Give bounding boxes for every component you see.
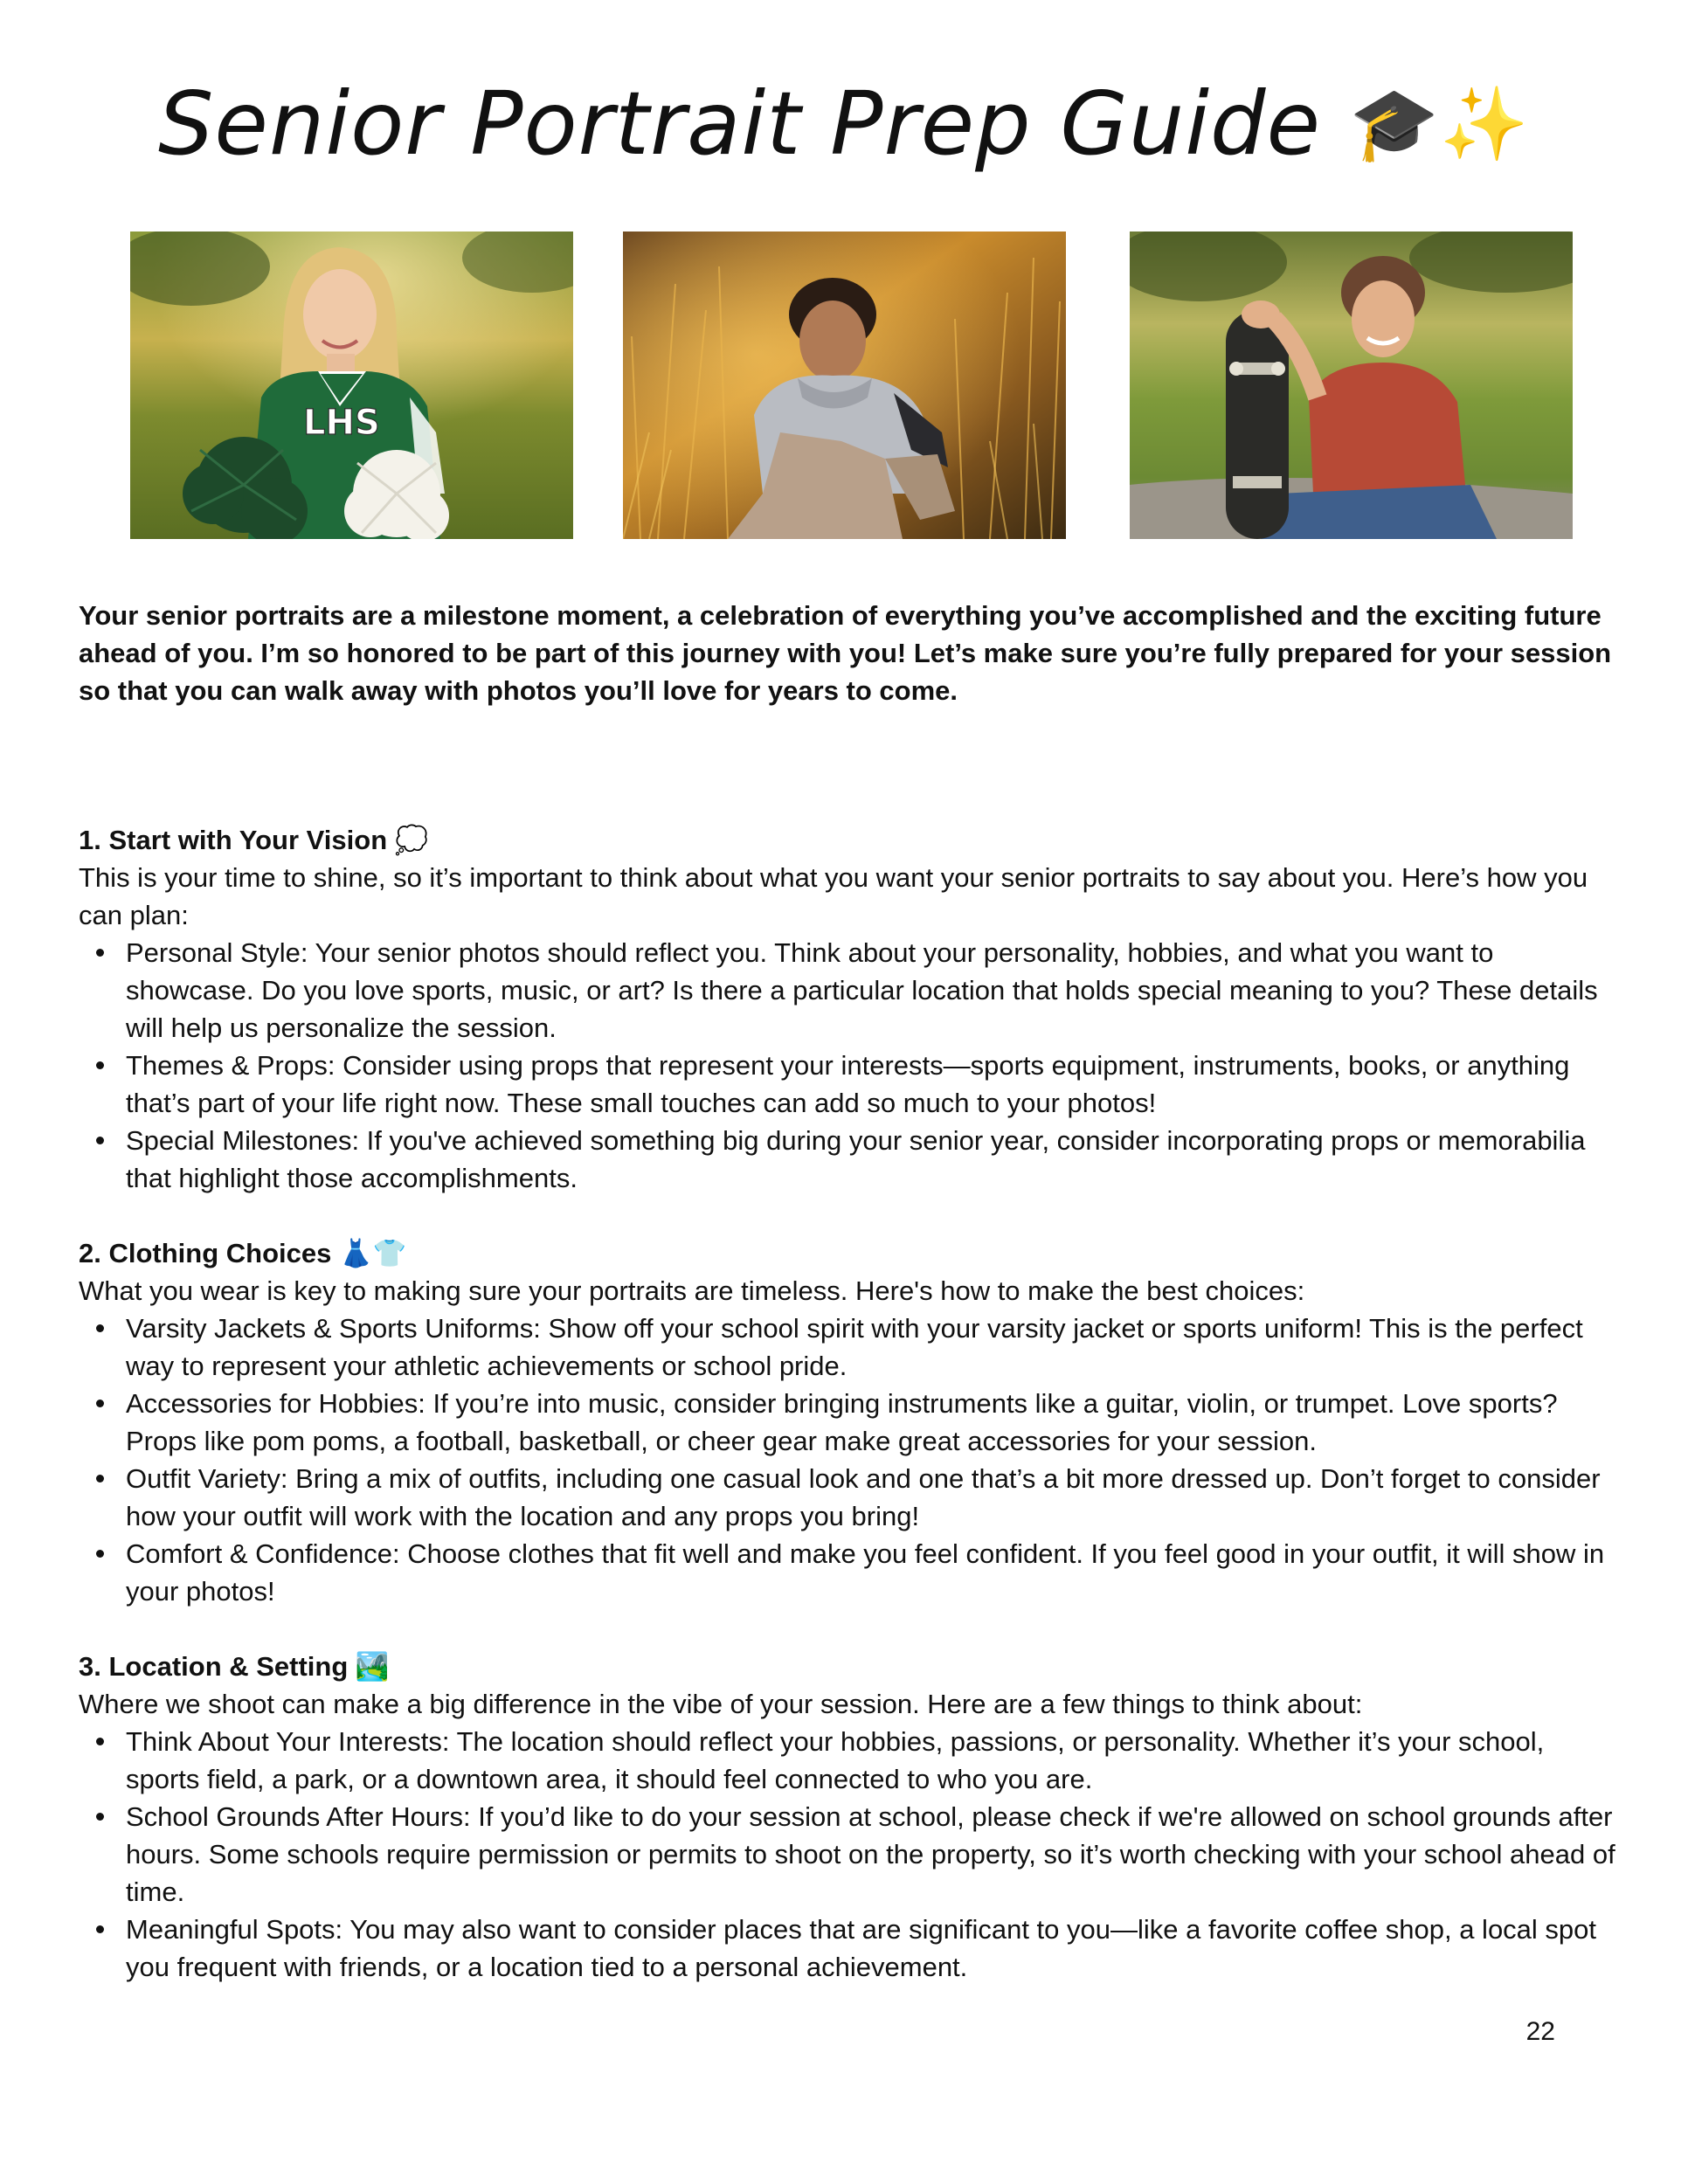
clothing-icon: 👗👕 bbox=[338, 1238, 407, 1268]
bullet-list bbox=[79, 1310, 1616, 1610]
cheerleader-photo bbox=[130, 232, 573, 539]
title-emoji: 🎓✨ bbox=[1349, 83, 1531, 166]
section-heading-text: 1. Start with Your Vision bbox=[79, 825, 388, 855]
list-item: Accessories for Hobbies: If you’re into music, consider bringing instruments like a guitar, violin, or trumpet. Love sports? Props like pom poms, a football, basketball, or cheer gear make great accessories for your session. bbox=[126, 1385, 1616, 1460]
guide-content bbox=[79, 821, 1616, 2023]
list-item: Special Milestones: If you've achieved something big during your senior year, consider incorporating props or memorabilia that highlight those accomplishments. bbox=[126, 1122, 1616, 1197]
list-item: Varsity Jackets & Sports Uniforms: Show off your school spirit with your varsity jacket or sports uniform! This is the perfect way to represent your athletic achievements or school pride. bbox=[126, 1310, 1616, 1385]
bullet-list bbox=[79, 934, 1616, 1197]
section-heading bbox=[79, 821, 1616, 859]
title-text: Senior Portrait Prep Guide bbox=[157, 73, 1322, 175]
section-location bbox=[79, 1648, 1616, 1986]
section-lead: Where we shoot can make a big difference in the vibe of your session. Here are a few things to think about: bbox=[79, 1689, 1363, 1719]
section-heading bbox=[79, 1648, 1616, 1685]
skateboard-photo bbox=[1130, 232, 1573, 539]
list-item: Comfort & Confidence: Choose clothes that fit well and make you feel confident. If you feel good in your outfit, it will show in your photos! bbox=[126, 1535, 1616, 1610]
list-item: School Grounds After Hours: If you’d like to do your session at school, please check if we're allowed on school grounds after hours. Some schools require permission or permits to shoot on the property, so it’s worth checking with your school ahead of time. bbox=[126, 1798, 1616, 1911]
section-lead: What you wear is key to making sure your portraits are timeless. Here's how to make the best choices: bbox=[79, 1275, 1305, 1306]
jersey-lettering: LHS bbox=[303, 403, 380, 443]
section-heading-text: 2. Clothing Choices bbox=[79, 1238, 332, 1268]
bullet-list bbox=[79, 1723, 1616, 1986]
section-heading-text: 3. Location & Setting bbox=[79, 1651, 349, 1682]
intro-paragraph: Your senior portraits are a milestone moment, a celebration of everything you’ve accomplished and the exciting future ahead of you. I’m so honored to be part of this journey with you! Let’s make sure you’re fully prepared for your session so that you can walk away with photos you’ll love for years to come. bbox=[79, 600, 1612, 706]
list-item: Personal Style: Your senior photos should reflect you. Think about your personality, hobbies, and what you want to showcase. Do you love sports, music, or art? Is there a particular location that holds special meaning to you? These details will help us personalize the session. bbox=[126, 934, 1616, 1047]
list-item: Meaningful Spots: You may also want to consider places that are significant to you—like a favorite coffee shop, a local spot you frequent with friends, or a location tied to a personal achievement. bbox=[126, 1911, 1616, 1986]
page-number: 22 bbox=[1525, 2017, 1555, 2046]
list-item: Outfit Variety: Bring a mix of outfits, including one casual look and one that’s a bit more dressed up. Don’t forget to consider how your outfit will work with the location and any props you bring! bbox=[126, 1460, 1616, 1535]
list-item: Themes & Props: Consider using props that represent your interests—sports equipment, instruments, books, or anything that’s part of your life right now. These small touches can add so much to your photos! bbox=[126, 1047, 1616, 1122]
page-title bbox=[0, 72, 1688, 177]
thought-bubble-icon: 💭 bbox=[394, 825, 429, 855]
tall-grass-photo bbox=[623, 232, 1066, 539]
list-item: Think About Your Interests: The location should reflect your hobbies, passions, or personality. Whether it’s your school, sports field, a park, or a downtown area, it should feel connected to who you are. bbox=[126, 1723, 1616, 1798]
section-clothing bbox=[79, 1234, 1616, 1610]
section-lead: This is your time to shine, so it’s important to think about what you want your senior portraits to say about you. Here’s how you can plan: bbox=[79, 862, 1588, 930]
landscape-icon: 🏞️ bbox=[355, 1651, 390, 1682]
section-vision bbox=[79, 821, 1616, 1197]
section-heading bbox=[79, 1234, 1616, 1272]
